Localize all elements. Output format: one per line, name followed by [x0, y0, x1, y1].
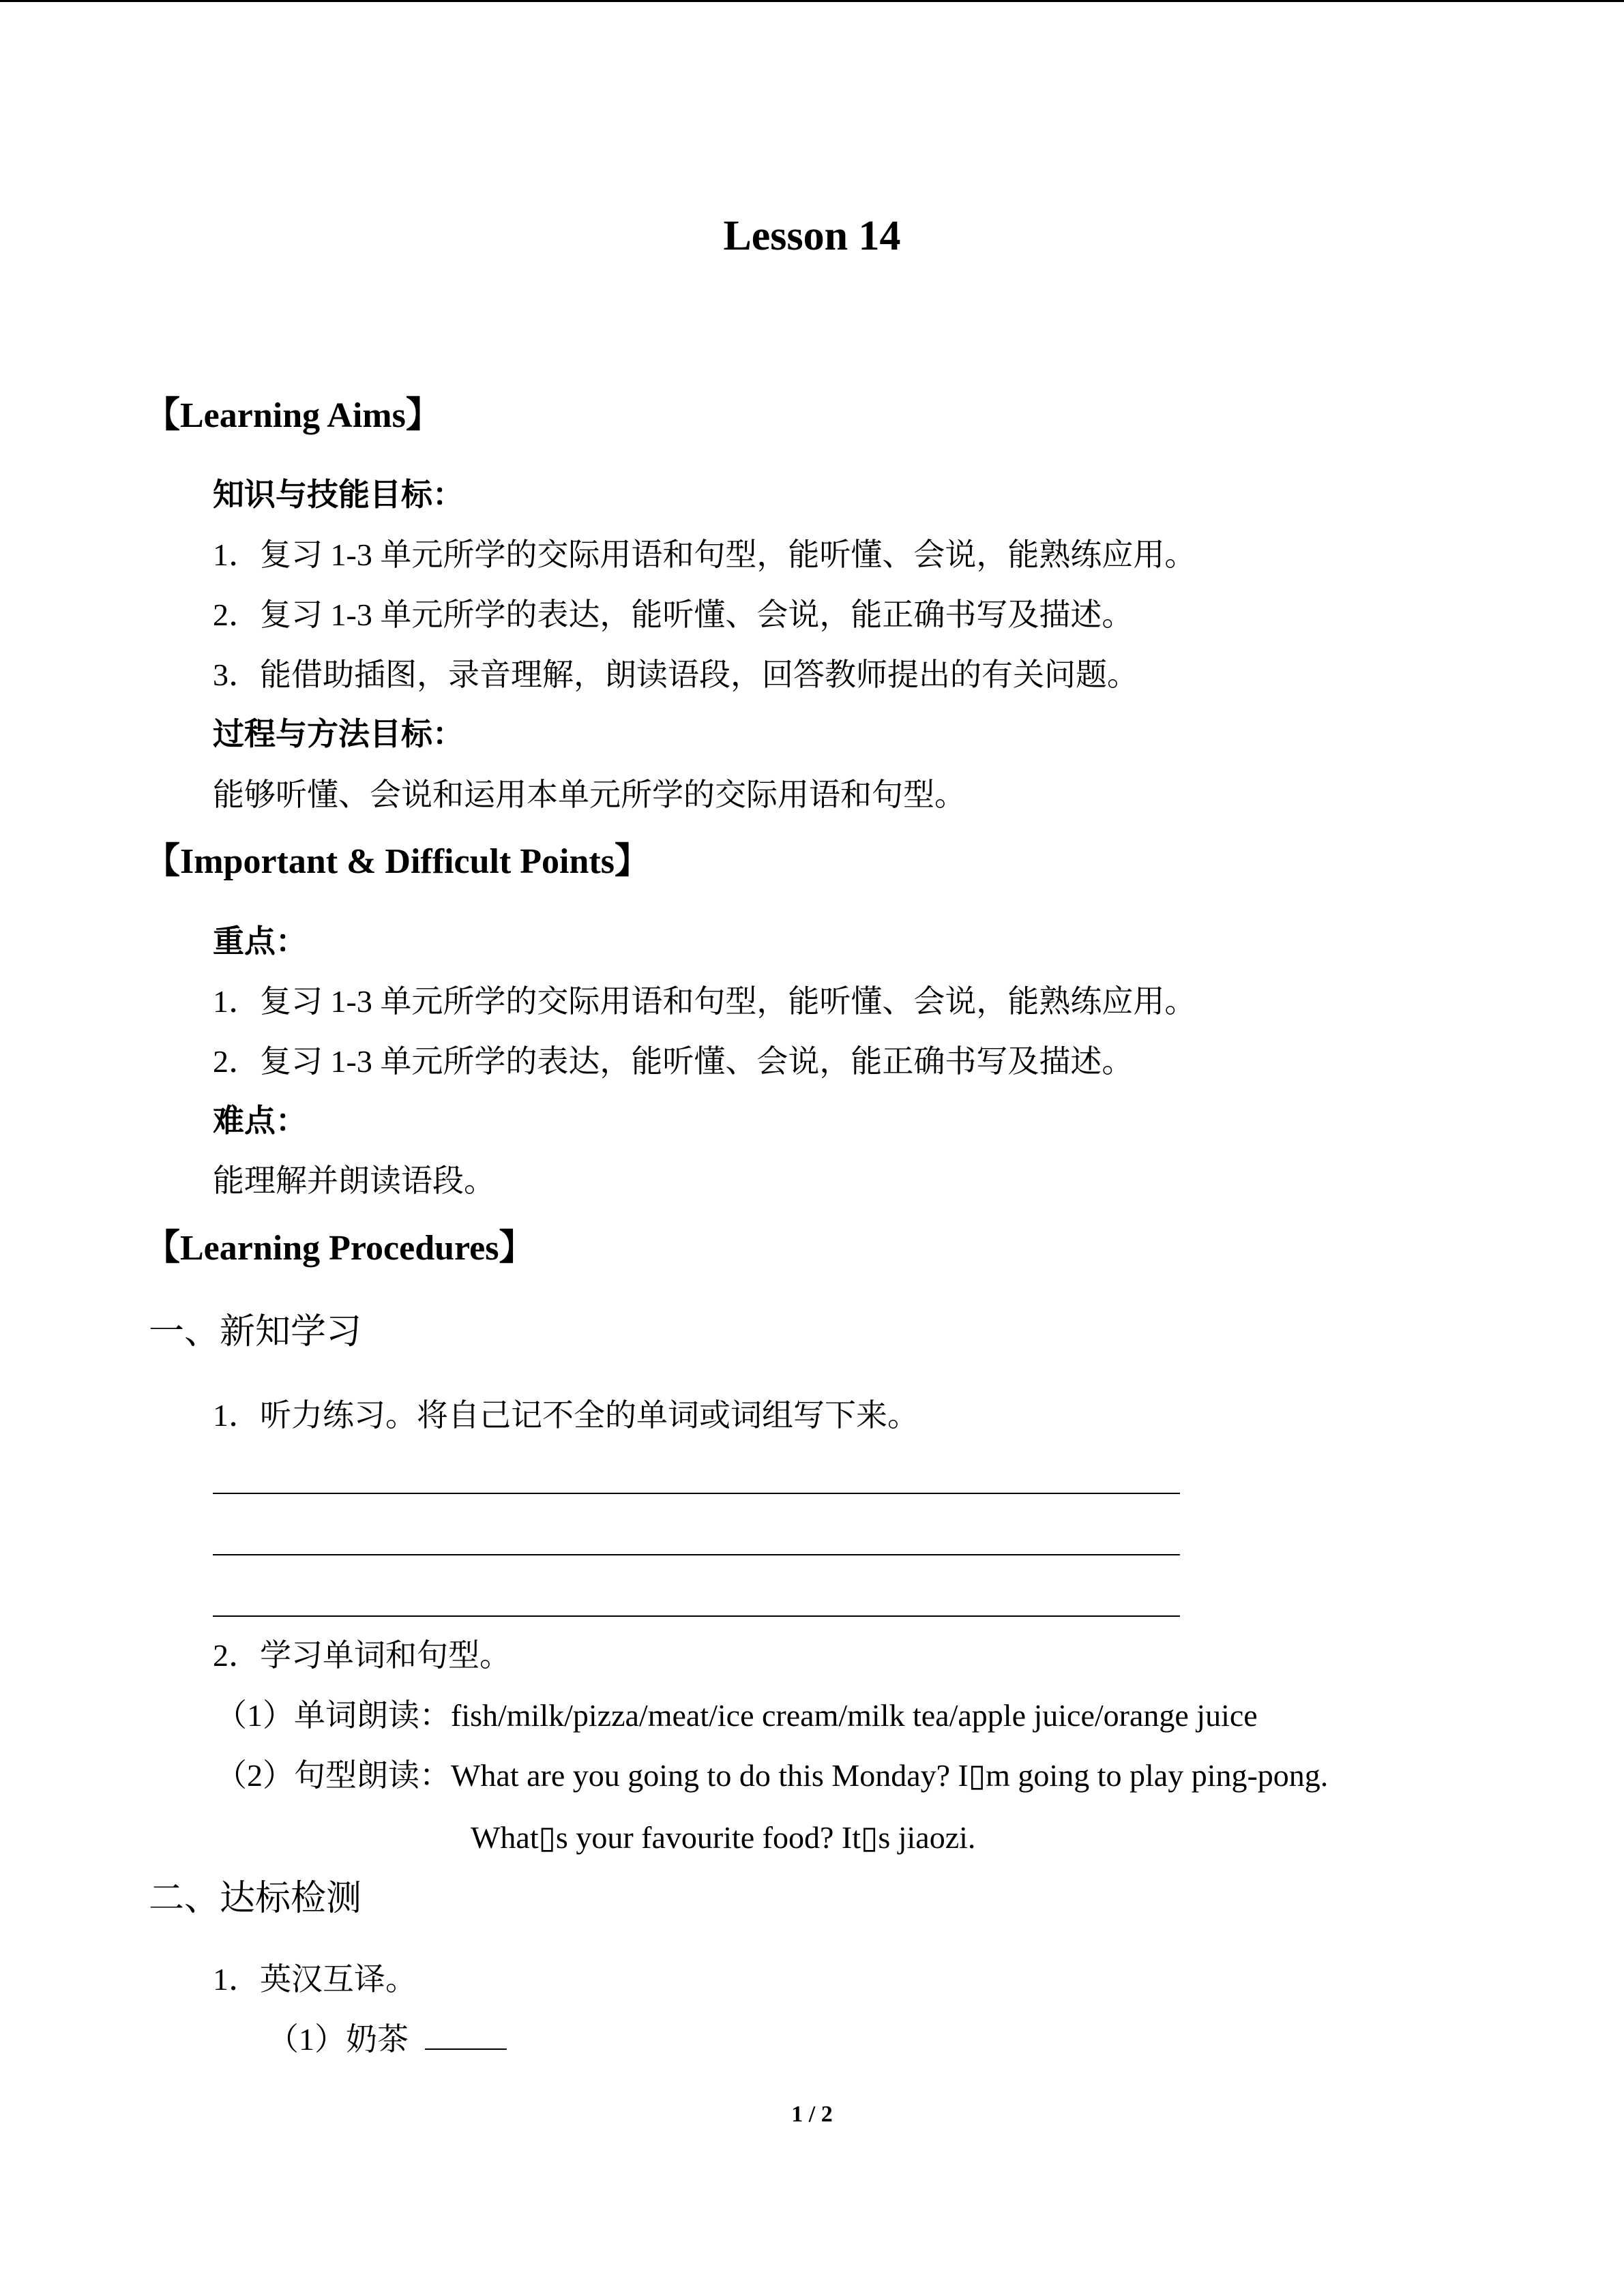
- important-points-heading: 【Important & Difficult Points】: [145, 842, 650, 881]
- sentence-reading-line: What▯s your favourite food? It▯s jiaozi.: [471, 1820, 976, 1855]
- knowledge-goal-item: 2．复习 1-3 单元所学的表达，能听懂、会说，能正确书写及描述。: [213, 597, 1134, 632]
- translation-exercise-item: 1．英汉互译。: [213, 1962, 417, 1997]
- answer-line[interactable]: [213, 1554, 1180, 1555]
- key-point-item: 1．复习 1-3 单元所学的交际用语和句型，能听懂、会说，能熟练应用。: [213, 984, 1196, 1019]
- difficult-points-label: 难点：: [213, 1103, 307, 1138]
- knowledge-goal-item: 3．能借助插图，录音理解，朗读语段，回答教师提出的有关问题。: [213, 657, 1138, 692]
- learning-procedures-heading: 【Learning Procedures】: [145, 1229, 535, 1268]
- process-goals-label: 过程与方法目标：: [213, 717, 464, 751]
- answer-line[interactable]: [213, 1615, 1180, 1617]
- knowledge-goal-item: 1．复习 1-3 单元所学的交际用语和句型，能听懂、会说，能熟练应用。: [213, 537, 1196, 572]
- learning-aims-heading: 【Learning Aims】: [145, 396, 441, 435]
- page-number: 1 / 2: [791, 2102, 833, 2127]
- process-goal-text: 能够听懂、会说和运用本单元所学的交际用语和句型。: [213, 777, 966, 812]
- document-title: Lesson 14: [723, 213, 901, 259]
- key-point-item: 2．复习 1-3 单元所学的表达，能听懂、会说，能正确书写及描述。: [213, 1044, 1134, 1079]
- word-reading-line: （1）单词朗读：fish/milk/pizza/meat/ice cream/milk tea/apple juice/orange juice: [216, 1698, 1258, 1733]
- translation-question-text: （1）奶茶: [267, 2022, 409, 2057]
- listening-exercise-item: 1．听力练习。将自己记不全的单词或词组写下来。: [213, 1398, 919, 1433]
- part-one-title: 一、新知学习: [149, 1313, 362, 1352]
- part-two-title: 二、达标检测: [149, 1879, 362, 1918]
- answer-blank[interactable]: [425, 2021, 507, 2050]
- sentence-reading-line: （2）句型朗读：What are you going to do this Monday? I▯m going to play ping-pong.: [216, 1758, 1329, 1793]
- page-top-border: [0, 0, 1624, 2]
- difficult-point-text: 能理解并朗读语段。: [213, 1163, 495, 1198]
- study-words-item: 2．学习单词和句型。: [213, 1638, 511, 1673]
- key-points-label: 重点：: [213, 924, 307, 959]
- translation-question: [267, 2020, 507, 2059]
- knowledge-goals-label: 知识与技能目标：: [213, 477, 464, 512]
- answer-line[interactable]: [213, 1493, 1180, 1494]
